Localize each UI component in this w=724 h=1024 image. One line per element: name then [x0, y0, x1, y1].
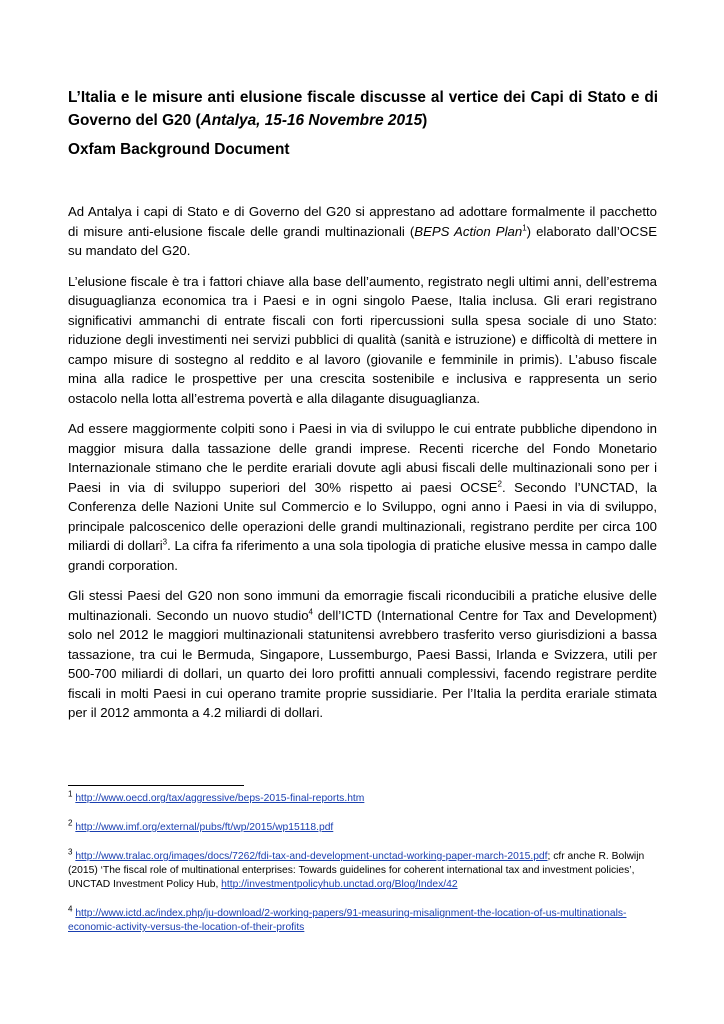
- title-close: ): [422, 112, 428, 129]
- paragraph-text: ) elaborato dall’OCSE su mandato del G20.: [68, 223, 657, 258]
- footnote-ref-4[interactable]: 4: [308, 607, 313, 617]
- paragraph-text: dell’ICTD (International Centre for Tax and Development) solo nel 2012 le maggiori multinazionali statunitensi avrebbero trasferito verso giurisdizioni a bassa tassazione, tra cui le Bermuda, Singapore, Lussemburgo, Paesi Bassi, Irlanda e Svizzera, utili per 500-700 miliardi di dollari, un quarto dei loro profitti annuali complessivi, facendo registrare perdite fiscali in molti Paesi in cui operano tramite proprie sussidiarie. Per l’Italia la perdita erariale stimata per il 2012 ammonta a 4.2 miliardi di dollari.: [68, 607, 657, 720]
- paragraph-1: [68, 202, 657, 261]
- footnote-ref-2[interactable]: 2: [497, 479, 502, 489]
- footnote-1-link[interactable]: http://www.oecd.org/tax/aggressive/beps-2015-final-reports.htm: [75, 793, 365, 804]
- footnote-3-link-2[interactable]: http://investmentpolicyhub.unctad.org/Blog/Index/42: [221, 879, 458, 890]
- paragraph-text: Ad Antalya i capi di Stato e di Governo del G20 si apprestano ad adottare formalmente il pacchetto di misure anti-elusione fiscale delle grandi multinazionali (: [68, 204, 657, 239]
- title-event-dates: Antalya, 15-16 Novembre 2015: [200, 112, 423, 129]
- footnote-3-text: ; cfr anche R. Bolwijn (2015) ‘The fiscal role of multinational enterprises: Towards guidelines for coherent international tax and investment policies’, UNCTAD Investment Policy Hub,: [68, 851, 645, 890]
- document-subtitle: Oxfam Background Document: [68, 141, 290, 158]
- footnote-3: [68, 847, 658, 892]
- paragraph-4: [68, 586, 657, 723]
- footnote-ref-3[interactable]: 3: [162, 537, 168, 547]
- footnote-number: 3: [68, 847, 73, 857]
- footnote-3-link[interactable]: http://www.tralac.org/images/docs/7262/fdi-tax-and-development-unctad-working-paper-march-2015.pdf: [75, 851, 548, 862]
- paragraph-2: L’elusione fiscale è tra i fattori chiave alla base dell’aumento, registrato negli ultimi anni, dell’estrema disuguaglianza economica tra i Paesi e in ogni singolo Paese, Italia inclusa. Gli erari registrano significativi ammanchi di entrate fiscali con forti ripercussioni sulla spesa sociale di uno Stato: riduzione degli investimenti nei servizi pubblici di qualità (sanità e istruzione) e difficoltà di mettere in campo misure di sostegno al reddito e al lavoro (giovanile e femminile in primis). L’abuso fiscale mina alla radice le prospettive per una crescita sostenibile e inclusiva e rappresenta un serio ostacolo nella lotta all’estrema povertà e alla dilagante disuguaglianza.: [68, 273, 657, 406]
- paragraph-text: . Secondo l’UNCTAD, la Conferenza delle Nazioni Unite sul Commercio e lo Sviluppo, ogni anno i Paesi in via di sviluppo, principale palcoscenico delle operazioni delle grandi multinazionali, registrano perdite per circa 100 miliardi di dollari: [68, 479, 657, 553]
- title-text: L’Italia e le misure anti elusione fiscale discusse al vertice dei Capi di Stato e di Governo del G20 (: [68, 89, 658, 129]
- footnote-2-link[interactable]: http://www.imf.org/external/pubs/ft/wp/2015/wp15118.pdf: [75, 822, 334, 833]
- footnote-number: 2: [68, 818, 73, 828]
- footnotes: [68, 789, 658, 950]
- footnote-separator: [68, 785, 244, 786]
- paragraph-text: Gli stessi Paesi del G20 non sono immuni da emorragie fiscali riconducibili a pratiche elusive delle multinazionali. Secondo un nuovo studio: [68, 588, 657, 623]
- paragraph-text: Ad essere maggiormente colpiti sono i Paesi in via di sviluppo le cui entrate pubbliche dipendono in maggior misura dalla tassazione delle grandi imprese. Recenti ricerche del Fondo Monetario Internazionale stimano che le perdite erariali dovute agli abusi fiscali delle multinazionali sono per i Paesi in via di sviluppo superiori del 30% rispetto ai paesi OCSE: [68, 421, 657, 495]
- footnote-ref-1[interactable]: 1: [522, 223, 527, 233]
- document-body: [68, 202, 657, 734]
- footnote-2: [68, 818, 658, 835]
- footnote-1: [68, 789, 658, 806]
- paragraph-text: . La cifra fa riferimento a una sola tipologia di pratiche elusive messa in campo dalle grandi corporation.: [68, 538, 657, 573]
- footnote-number: 4: [68, 904, 73, 914]
- footnote-number: 1: [68, 789, 73, 799]
- document-title: [68, 86, 658, 132]
- beps-action-plan-term: BEPS Action Plan: [414, 223, 523, 239]
- footnote-4: [68, 904, 658, 935]
- footnote-4-link[interactable]: http://www.ictd.ac/index.php/ju-download/2-working-papers/91-measuring-misalignment-the-location-of-us-multinationals-economic-activity-versus-the-location-of-their-profits: [68, 908, 627, 933]
- paragraph-3: [68, 419, 657, 575]
